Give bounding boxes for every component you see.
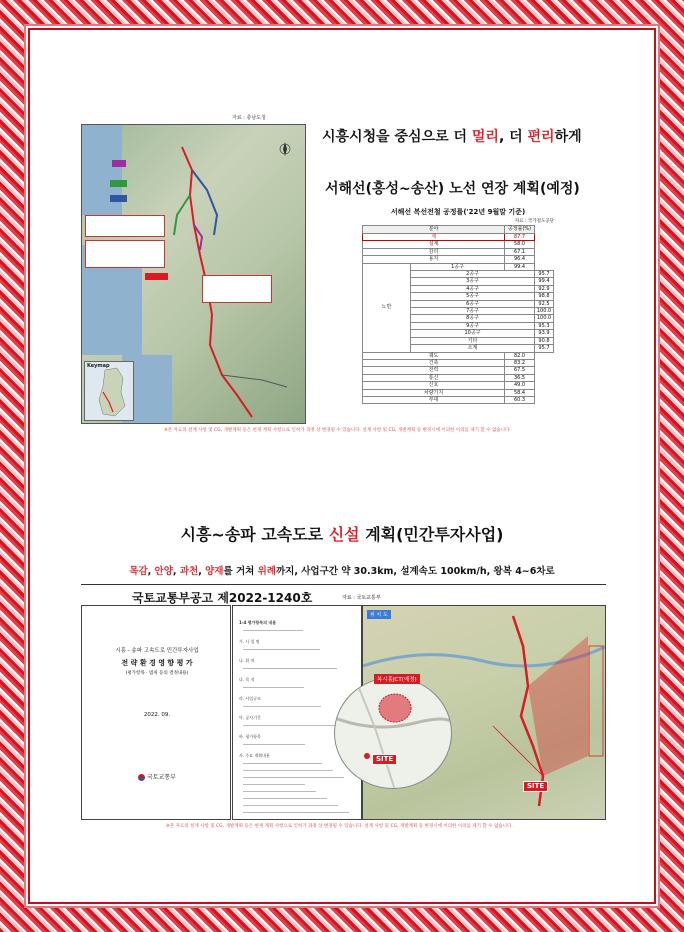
table-row: 6공구 92.5	[363, 300, 554, 307]
table-row: 통신 36.5	[363, 374, 554, 381]
table-row: 용지 96.4	[363, 256, 554, 263]
route-tag	[110, 180, 127, 187]
table-row: 5공구 98.8	[363, 293, 554, 300]
keymap-label: Keymap	[87, 363, 110, 369]
table-source: 자료 : 국가철도공단	[514, 219, 554, 224]
table-row: 계 87.7	[363, 234, 554, 241]
route-tag	[145, 273, 168, 280]
heading-expressway: 시흥~송파 고속도로 신설 계획(민간투자사업)	[180, 525, 504, 544]
doc-title-project: 시흥 - 송파 고속도로 민간투자사업	[115, 648, 199, 654]
jct-label: 복시흥JCT(예정)	[374, 674, 420, 684]
disclaimer: ※본 자료의 설계 사항 및 CG, 개발계획 등은 현재 계획 사항으로 인허가 과정 상 변경될 수 있습니다. 설계 사항 및 CG, 개발계획 등 변경시에 이의한 이의를 제기 할 수 없습니다.	[166, 824, 513, 829]
doc-text-line	[243, 668, 337, 669]
section-divider	[81, 584, 606, 585]
heading-extension: 시흥시청을 중심으로 더 멀리, 더 편리하게	[322, 129, 582, 145]
doc-text-line	[243, 630, 303, 631]
doc-text-line	[243, 770, 333, 771]
doc-text-line	[243, 649, 320, 650]
doc-org: 국토교통부	[82, 772, 232, 781]
table-row: 소계 95.7	[363, 345, 554, 352]
table-row: 건축 83.2	[363, 359, 554, 366]
ministry-logo-icon	[138, 774, 145, 781]
map-legend	[202, 275, 272, 303]
notice-number: 국토교통부공고 제2022-1240호	[132, 591, 313, 605]
doc-title-sub: (평가항목 · 범위 등의 결정내용)	[125, 671, 189, 676]
table-row: 4공구 92.9	[363, 285, 554, 292]
doc-text-line	[243, 744, 305, 745]
keymap	[84, 361, 134, 421]
table-row: 노반 1공구 99.4	[363, 263, 554, 270]
table-row: 신호 49.0	[363, 382, 554, 389]
map-legend	[85, 240, 165, 268]
doc-section-heading: 나. 위 치	[239, 658, 255, 663]
heading-seohae-line: 서해선(홍성~송산) 노선 연장 계획(예정)	[325, 181, 580, 197]
doc-section-heading: 다. 목 적	[239, 677, 255, 682]
table-row: 3공구 99.4	[363, 278, 554, 285]
doc-text-line	[243, 791, 316, 792]
disclaimer: ※본 자료의 설계 사항 및 CG, 개발계획 등은 현재 계획 사항으로 인허가 과정 상 변경될 수 있습니다. 설계 사항 및 CG, 개발계획 등 변경시에 이의한 이의를 제기 할 수 없습니다.	[164, 428, 511, 433]
map-source: 자료 : 충남도청	[232, 115, 266, 121]
table-row: 7공구 100.0	[363, 308, 554, 315]
table-row: 전력 67.5	[363, 367, 554, 374]
table-row: 기타 90.8	[363, 337, 554, 344]
doc-section-heading: 사. 주요 계획내용	[239, 753, 270, 758]
doc-text-line	[243, 798, 327, 799]
map-legend	[85, 215, 165, 237]
route-tag	[110, 195, 127, 202]
doc-text-line	[243, 784, 305, 785]
expressway-summary: 목감, 안양, 과천, 양재를 거쳐 위례까지, 사업구간 약 30.3km, 설계속도 100km/h, 왕복 4~6차로	[129, 566, 555, 577]
doc-section-heading: 마. 공사기간	[239, 715, 261, 720]
doc-title-main: 전 략 환 경 영 향 평 가	[121, 659, 193, 667]
site-zoom-circle	[334, 677, 452, 789]
doc-text-line	[243, 725, 338, 726]
notice-source: 자료 : 국토교통부	[342, 595, 381, 601]
doc-text-line	[243, 706, 321, 707]
seohae-line-map	[81, 124, 306, 424]
route-tag	[112, 160, 126, 167]
doc-section-heading: 바. 평가항목	[239, 734, 261, 739]
doc-text-line	[243, 763, 322, 764]
table-header-row: 분야 공정률(%)	[363, 226, 554, 234]
table-row: 9공구 95.3	[363, 322, 554, 329]
doc-text-line	[243, 777, 344, 778]
table-row: 8공구 100.0	[363, 315, 554, 322]
doc-text-line	[243, 687, 304, 688]
table-row: 부대 60.3	[363, 396, 554, 403]
doc-section-heading: 가. 사 업 명	[239, 639, 260, 644]
site-label-zoom: SITE	[372, 754, 397, 765]
doc-section-heading: 라. 사업규모	[239, 696, 261, 701]
table-row: 차량기지 58.4	[363, 389, 554, 396]
table-row: 궤도 82.0	[363, 352, 554, 359]
progress-table	[362, 207, 554, 404]
table-title: 서해선 복선전철 공정률('22년 9월말 기준)	[390, 208, 526, 216]
table-row: 감리 67.1	[363, 248, 554, 255]
doc-text-line	[243, 805, 338, 806]
assessment-document-cover	[81, 605, 231, 820]
doc-date: 2022. 09.	[143, 712, 171, 718]
progress-data-table	[362, 225, 554, 404]
doc-text-line	[243, 812, 349, 813]
roadbed-group-label: 노반	[363, 263, 411, 352]
table-row: 설계 58.0	[363, 241, 554, 248]
site-label-large: SITE	[523, 781, 548, 792]
table-row: 2공구 95.7	[363, 271, 554, 278]
doc-section-heading: 1-4 평가항목의 내용	[239, 620, 277, 625]
location-map-tag: 위 치 도	[367, 610, 391, 619]
table-row: 10공구 93.9	[363, 330, 554, 337]
